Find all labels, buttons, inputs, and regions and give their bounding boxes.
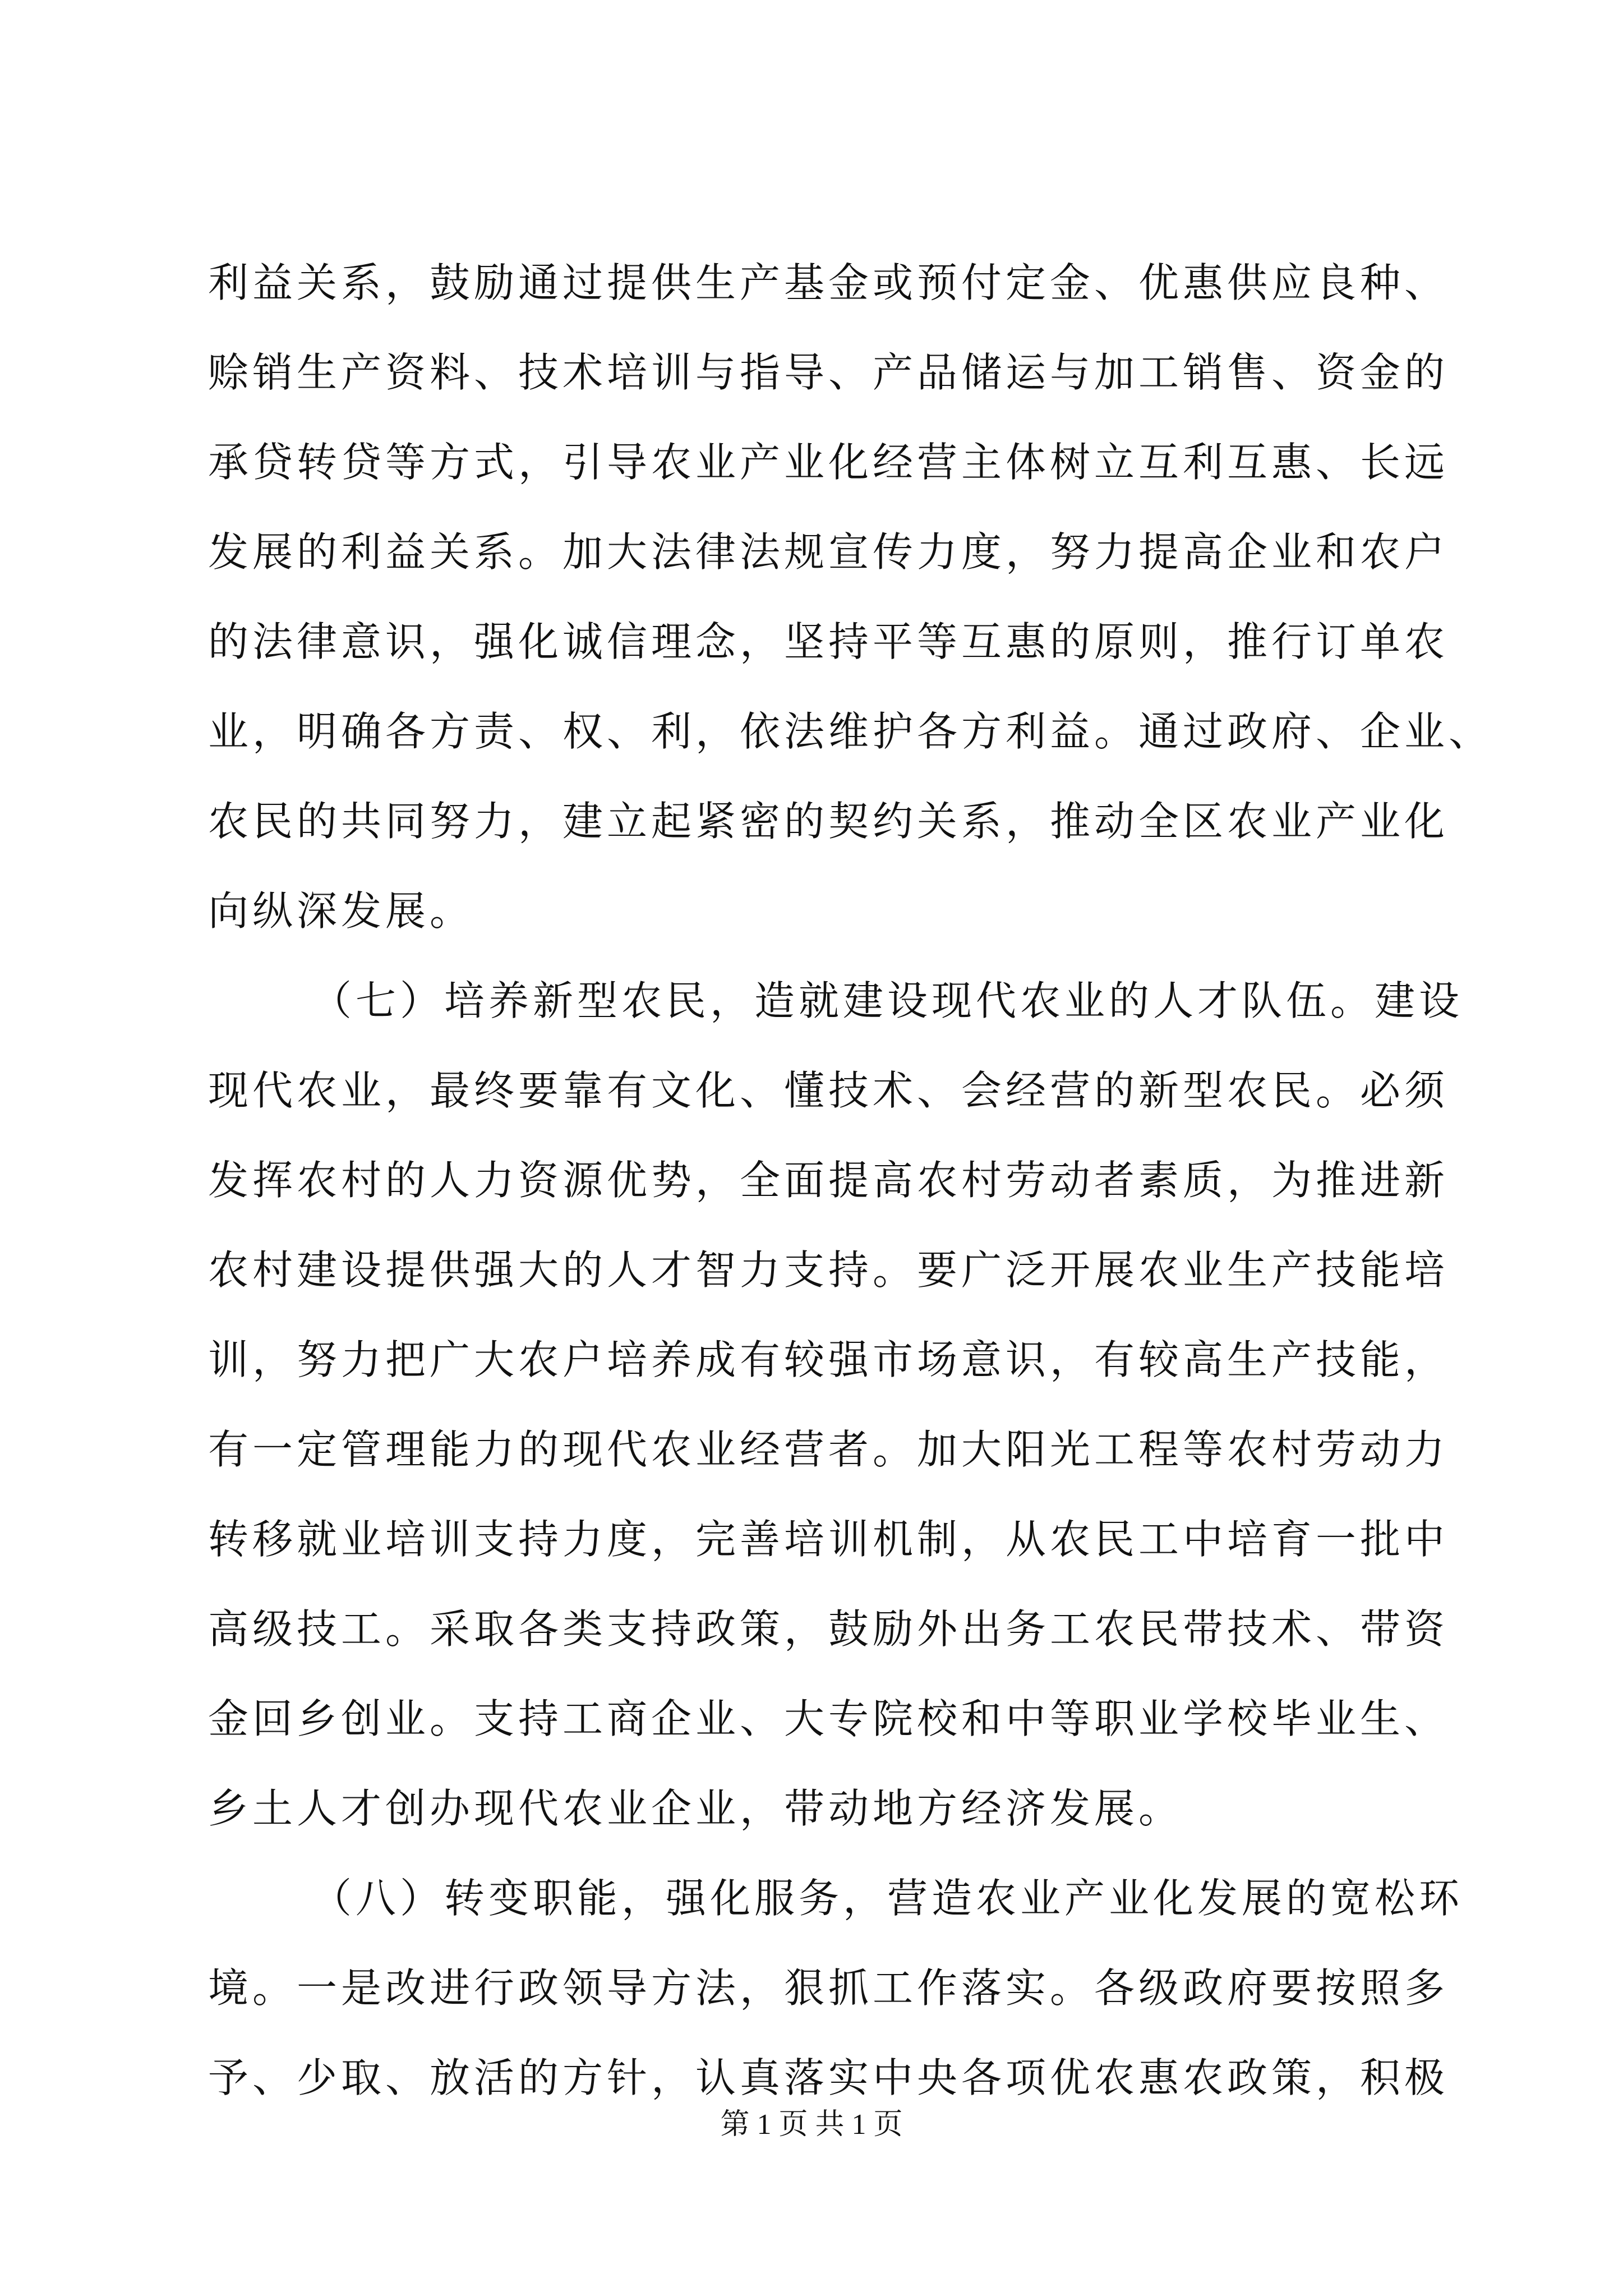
page-number-footer: 第 1 页 共 1 页 [720, 2109, 903, 2141]
text-line-3: 承贷转贷等方式，引导农业产业化经营主体树立互利互惠、长远 [208, 439, 1449, 486]
text-line-16: 高级技工。采取各类支持政策，鼓励外出务工农民带技术、带资 [208, 1605, 1449, 1653]
text-line-10: 现代农业，最终要靠有文化、懂技术、会经营的新型农民。必须 [208, 1067, 1449, 1114]
text-line-20: 境。一是改进行政领导方法，狠抓工作落实。各级政府要按照多 [208, 1964, 1449, 2012]
text-line-8: 向纵深发展。 [208, 887, 474, 935]
text-line-21: 予、少取、放活的方针，认真落实中央各项优农惠农政策，积极 [208, 2054, 1449, 2101]
text-line-9: （七）培养新型农民，造就建设现代农业的人才队伍。建设 [311, 977, 1464, 1024]
text-line-7: 农民的共同努力，建立起紧密的契约关系，推动全区农业产业化 [208, 798, 1449, 845]
text-line-12: 农村建设提供强大的人才智力支持。要广泛开展农业生产技能培 [208, 1246, 1449, 1294]
text-line-14: 有一定管理能力的现代农业经营者。加大阳光工程等农村劳动力 [208, 1426, 1449, 1473]
text-line-2: 赊销生产资料、技术培训与指导、产品储运与加工销售、资金的 [208, 349, 1449, 396]
text-line-15: 转移就业培训支持力度，完善培训机制，从农民工中培育一批中 [208, 1516, 1449, 1563]
text-line-13: 训，努力把广大农户培养成有较强市场意识，有较高生产技能， [208, 1336, 1449, 1383]
text-line-17: 金回乡创业。支持工商企业、大专院校和中等职业学校毕业生、 [208, 1695, 1449, 1742]
text-line-5: 的法律意识，强化诚信理念，坚持平等互惠的原则，推行订单农 [208, 618, 1449, 665]
text-line-19: （八）转变职能，强化服务，营造农业产业化发展的宽松环 [311, 1875, 1464, 1922]
text-line-1: 利益关系，鼓励通过提供生产基金或预付定金、优惠供应良种、 [208, 259, 1449, 306]
text-line-11: 发挥农村的人力资源优势，全面提高农村劳动者素质，为推进新 [208, 1157, 1449, 1204]
text-line-4: 发展的利益关系。加大法律法规宣传力度，努力提高企业和农户 [208, 528, 1449, 576]
text-line-18: 乡土人才创办现代农业企业，带动地方经济发展。 [208, 1785, 1183, 1832]
text-line-6: 业，明确各方责、权、利，依法维护各方利益。通过政府、企业、 [208, 708, 1493, 755]
